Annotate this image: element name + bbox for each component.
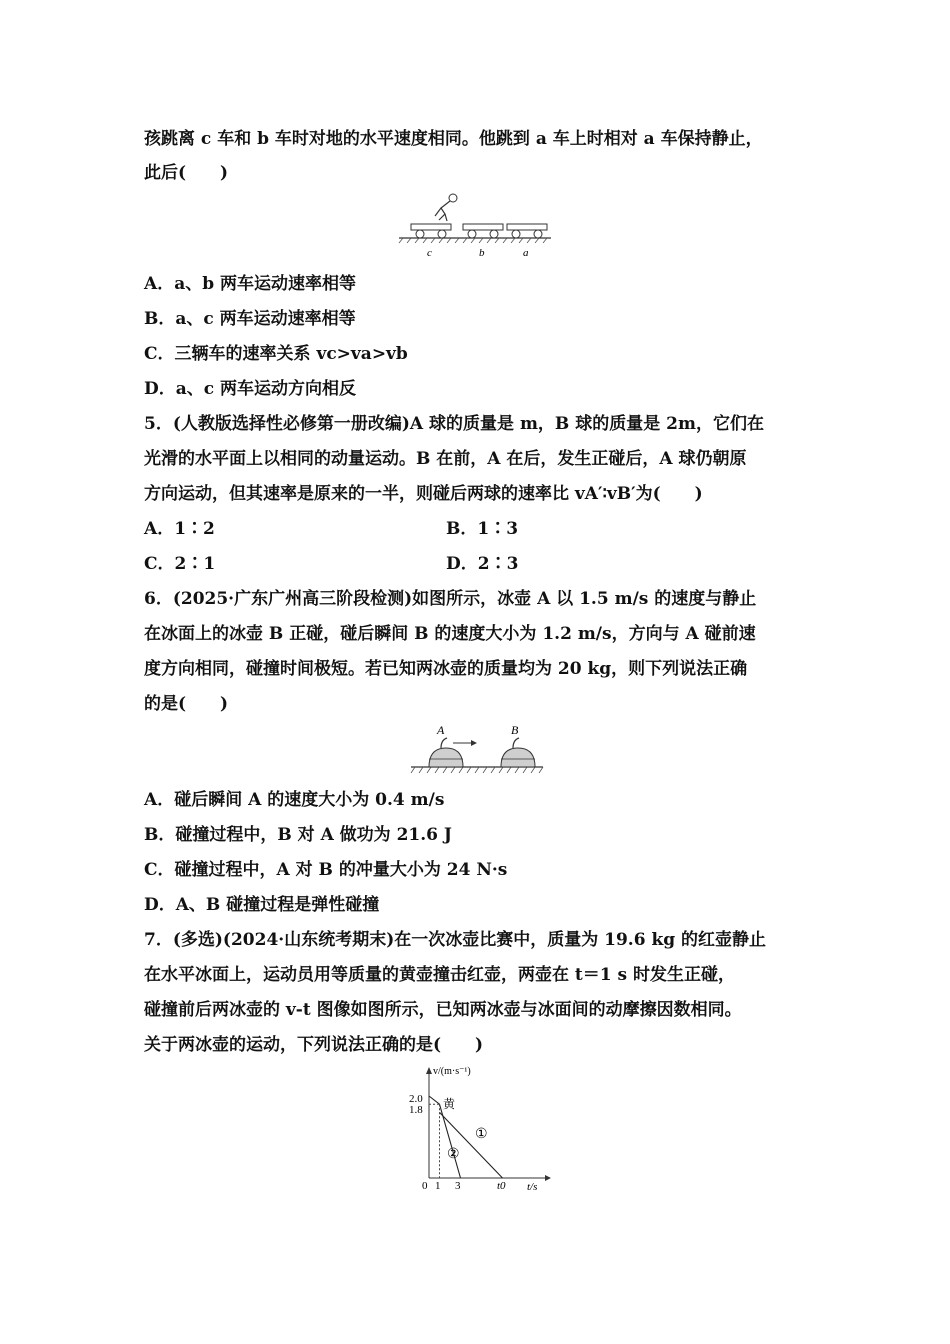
q7-line1: 7．(多选)(2024·山东统考期末)在一次冰壶比赛中，质量为 19.6 kg 的红壶静止 <box>144 930 767 950</box>
q6-option-a: A．碰后瞬间 A 的速度大小为 0.4 m/s <box>144 790 445 810</box>
q6-option-d: D．A、B 碰撞过程是弹性碰撞 <box>144 895 380 915</box>
q4-text-line1: 孩跳离 c 车和 b 车时对地的水平速度相同。他跳到 a 车上时相对 a 车保持静止， <box>144 129 763 149</box>
y-tick-1-8: 1.8 <box>409 1104 423 1116</box>
q5-line1: 5．(人教版选择性必修第一册改编)A 球的质量是 m，B 球的质量是 2m，它们在 <box>144 414 764 434</box>
stone-label-a: A <box>437 723 445 737</box>
series-label-1: ① <box>475 1127 488 1142</box>
cart-label-a: a <box>523 247 529 259</box>
q6-line2: 在冰面上的冰壶 B 正碰，碰后瞬间 B 的速度大小为 1.2 m/s，方向与 A 碰前速 <box>144 624 756 644</box>
q5-line3: 方向运动，但其速率是原来的一半，则碰后两球的速率比 vA′∶vB′为( ) <box>144 484 703 504</box>
cart-label-c: c <box>427 247 432 259</box>
q6-option-c: C．碰撞过程中，A 对 B 的冲量大小为 24 N·s <box>144 860 508 880</box>
q7-line3: 碰撞前后两冰壶的 v-t 图像如图所示，已知两冰壶与冰面间的动摩擦因数相同。 <box>144 1000 742 1020</box>
x-axis-label: t/s <box>527 1181 538 1192</box>
q5-line2: 光滑的水平面上以相同的动量运动。B 在前，A 在后，发生正碰后，A 球仍朝原 <box>144 449 747 469</box>
x-tick-0: 0 <box>422 1180 428 1192</box>
q4-text-line2: 此后( ) <box>144 163 229 183</box>
q4-option-c: C．三辆车的速率关系 vc>va>vb <box>144 344 408 364</box>
q7-line4: 关于两冰壶的运动，下列说法正确的是( ) <box>144 1035 484 1055</box>
q5-option-c: C．2∶1 <box>144 554 216 574</box>
q6-line4: 的是( ) <box>144 694 229 714</box>
q5-option-d: D．2∶3 <box>446 554 519 574</box>
curling-figure <box>405 720 550 784</box>
series-label-2: ② <box>447 1147 460 1162</box>
x-tick-1: 1 <box>435 1180 441 1192</box>
q5-option-b: B．1∶3 <box>446 519 519 539</box>
x-tick-3: 3 <box>455 1180 461 1192</box>
q5-option-a: A．1∶2 <box>144 519 215 539</box>
y-axis-label: v/(m·s⁻¹) <box>433 1066 471 1077</box>
q7-line2: 在水平冰面上，运动员用等质量的黄壶撞击红壶，两壶在 t＝1 s 时发生正碰， <box>144 965 736 985</box>
vt-chart <box>395 1062 555 1196</box>
stone-label-b: B <box>511 723 519 737</box>
q4-option-d: D．a、c 两车运动方向相反 <box>144 379 357 399</box>
q4-option-a: A．a、b 两车运动速率相等 <box>144 274 357 294</box>
series-label-yellow: 黄 <box>443 1097 456 1111</box>
y-tick-2-0: 2.0 <box>409 1093 423 1105</box>
q6-line1: 6．(2025·广东广州高三阶段检测)如图所示，冰壶 A 以 1.5 m/s 的速度与静止 <box>144 589 757 609</box>
x-tick-t0: t0 <box>497 1180 506 1192</box>
q4-option-b: B．a、c 两车运动速率相等 <box>144 309 356 329</box>
series-line-1 <box>440 1112 503 1178</box>
carts-figure <box>395 190 555 266</box>
q6-line3: 度方向相同，碰撞时间极短。若已知两冰壶的质量均为 20 kg，则下列说法正确 <box>144 659 748 679</box>
cart-label-b: b <box>479 247 485 259</box>
q6-option-b: B．碰撞过程中，B 对 A 做功为 21.6 J <box>144 825 452 845</box>
